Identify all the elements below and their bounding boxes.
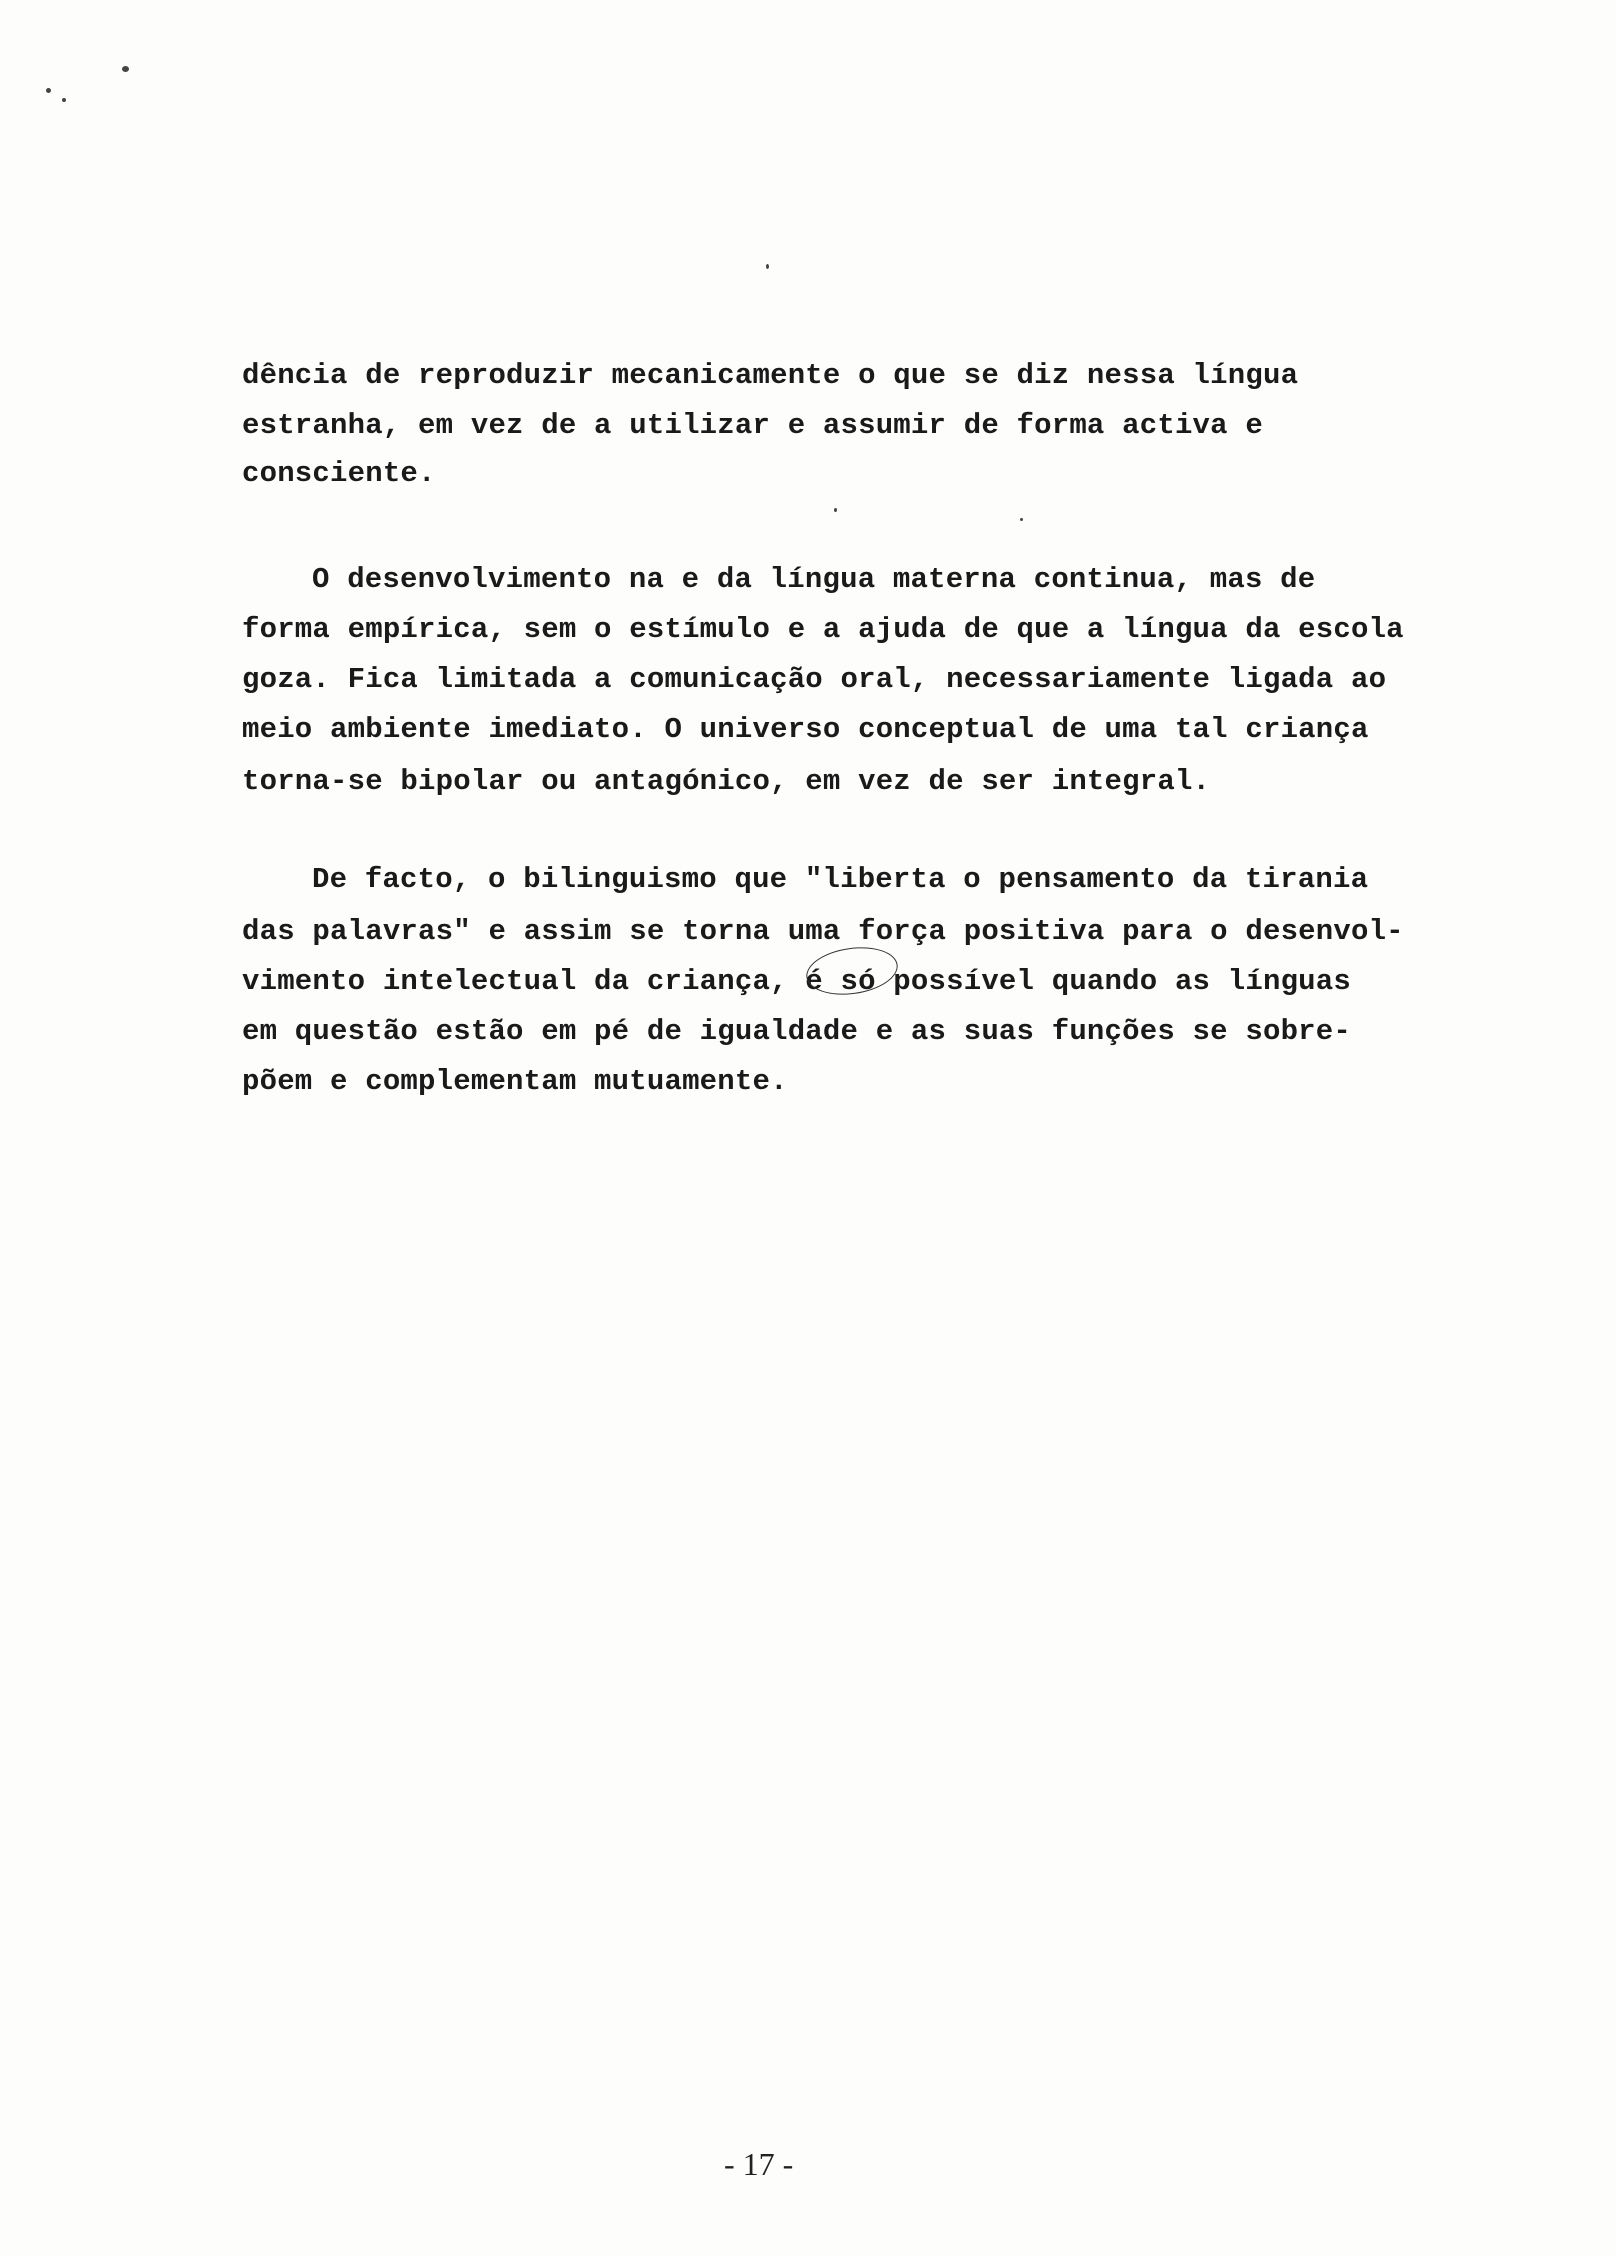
paragraph-2-line-5: torna-se bipolar ou antagónico, em vez de ser integral. bbox=[242, 765, 1211, 798]
scan-speck bbox=[834, 508, 837, 512]
paragraph-2-line-4: meio ambiente imediato. O universo conceptual de uma tal criança bbox=[242, 713, 1369, 746]
paragraph-1-line-2: estranha, em vez de a utilizar e assumir de forma activa e bbox=[242, 409, 1263, 442]
scan-speck bbox=[46, 88, 51, 93]
paragraph-3-line-3: vimento intelectual da criança, é só possível quando as línguas bbox=[242, 965, 1351, 998]
page-number: - 17 - bbox=[724, 2146, 794, 2182]
paragraph-3-line-1: De facto, o bilinguismo que "liberta o pensamento da tirania bbox=[312, 863, 1369, 896]
scan-speck bbox=[122, 66, 129, 72]
paragraph-3-line-5: põem e complementam mutuamente. bbox=[242, 1065, 788, 1098]
paragraph-2-line-2: forma empírica, sem o estímulo e a ajuda de que a língua da escola bbox=[242, 613, 1404, 646]
paragraph-2-line-3: goza. Fica limitada a comunicação oral, necessariamente ligada ao bbox=[242, 663, 1387, 696]
scan-speck bbox=[766, 264, 769, 269]
paragraph-1-line-3: consciente. bbox=[242, 457, 436, 490]
paragraph-3-line-2: das palavras" e assim se torna uma força positiva para o desenvol- bbox=[242, 915, 1404, 948]
paragraph-2-line-1: O desenvolvimento na e da língua materna continua, mas de bbox=[312, 563, 1316, 596]
scan-speck bbox=[1020, 518, 1023, 521]
paragraph-3-line-4: em questão estão em pé de igualdade e as suas funções se sobre- bbox=[242, 1015, 1351, 1048]
scan-speck bbox=[62, 98, 66, 102]
paragraph-1-line-1: dência de reproduzir mecanicamente o que se diz nessa língua bbox=[242, 359, 1299, 392]
